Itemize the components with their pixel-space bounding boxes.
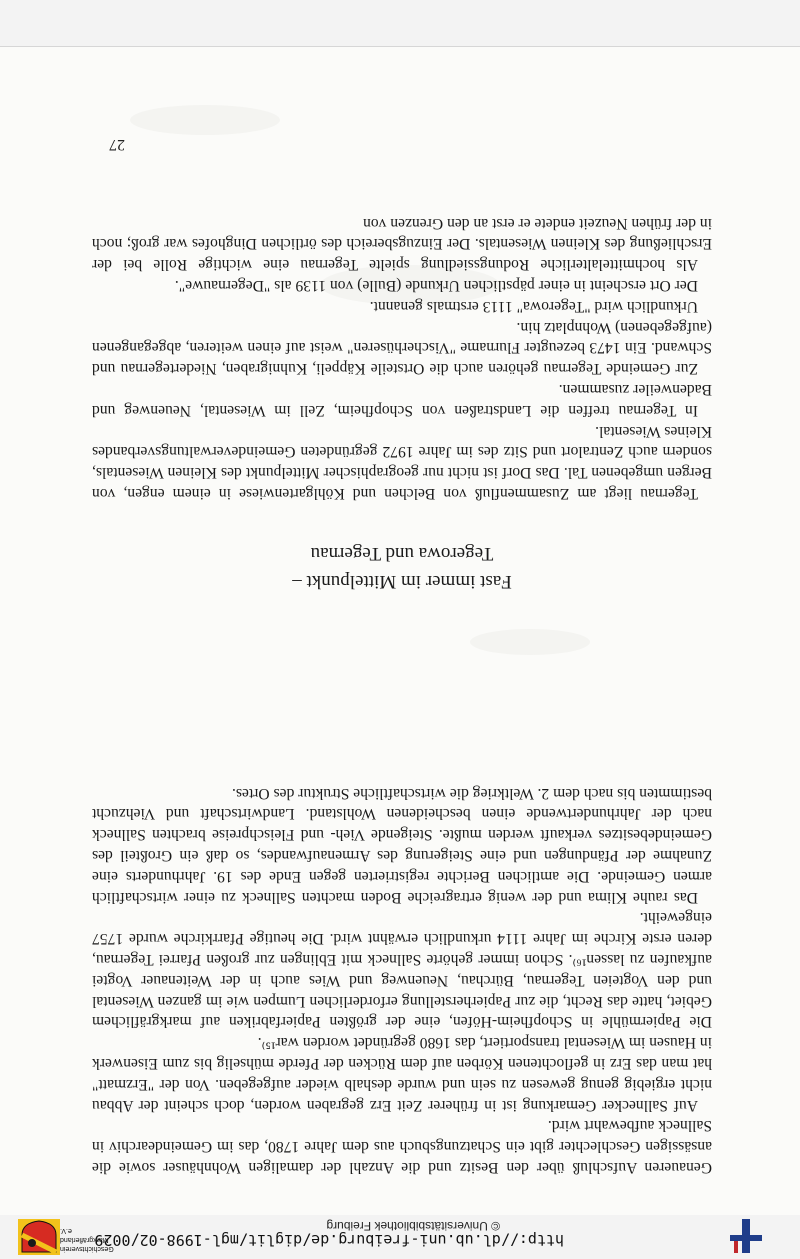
paragraph: In Tegernau treffen die Landstraßen von Schopfheim, Zell im Wiesental, Neuenweg und Badenweiler zusammen. [92, 381, 712, 419]
chapter-heading [92, 539, 712, 595]
page-number: 27 [109, 136, 125, 153]
text-block-lower [92, 212, 712, 503]
paragraph: Tegernau liegt am Zusammenfluß von Belchen und Köhlgartenwiese in einem engen, von Bergen umgebenen Tal. Das Dorf ist nicht nur geographischer Mittelpunkt des Kleinen Wiesentals, sondern auch Zentralort und Sitz des im Jahre 1972 gegründeten Gemeindeverwaltungsverbandes Kleines Wiesental. [92, 422, 712, 502]
paragraph: Zur Gemeinde Tegernau gehören auch die Ortsteile Käppeli, Kuhnigraben, Niedertegernau und Schwand. Ein 1473 bezeugter Flurname "Vischerhüseren" weist auf einen weiteren, abgegangenen (aufgegebenen) Wohnplatz hin. [92, 318, 712, 378]
crest-label: Geschichtsverein Markgräflerland e.V. [60, 1227, 114, 1252]
copyright-notice: © Universitätsbibliothek Freiburg [326, 1219, 500, 1233]
text-block-upper [92, 782, 712, 1177]
heading-line-1: Fast immer im Mittelpunkt – [292, 571, 512, 592]
paragraph: Die Papiermühle in Schopfheim-Höfen, eine der größten Papierfabriken auf markgräflichem Gebiet, hatte das Recht, die zur Papierherstellung erforderlichen Lumpen wie im ganzen Wiesental und den Vogteien Tegernau, Bürchau, Neuenweg und Wies auch in der Weitenauer Vogtei aufkaufen zu lassen¹⁶⁾. Schon immer gehörte Sallneck mit Eblingen zur großen Pfarrei Tegernau, deren erste Kirche im Jahre 1114 urkundlich erwähnt wird. Die heutige Pfarrkirche wurde 1757 eingeweiht. [92, 909, 712, 1031]
paragraph: Auf Sallnecker Gemarkung ist in früherer Zeit Erz gegraben worden, doch scheint der Abbau nicht ergiebig genug gewesen zu sein und wurde deshalb wieder aufgegeben. Von der "Erzmatt" hat man das Erz in geflochtenen Körben auf dem Rücken der Pferde mühselig bis zum Eisenwerk in Hausen im Wiesental transportiert, das 1680 gegründet worden war¹⁵⁾. [92, 1034, 712, 1114]
viewer-header [0, 1214, 800, 1259]
paragraph: Urkundlich wird "Tegerowa" 1113 erstmals genannt. [369, 297, 698, 315]
scanned-page [0, 47, 800, 1215]
paragraph: Der Ort erscheint in einer päpstlichen Urkunde (Bulle) von 1139 als "Degernauwe". [174, 277, 698, 295]
viewer-footer [0, 0, 800, 47]
society-crest-icon [18, 1219, 60, 1255]
university-library-logo [722, 1217, 768, 1255]
paragraph: Das rauhe Klima und der wenig ertragreiche Boden machten Sallneck zu einer wirtschaftlich armen Gemeinde. Die amtlichen Berichte registrierten gegen Ende des 19. Jahrhunderts eine Zunahme der Pfändungen und eine Steigerung des Armenaufwandes, so daß ein Großteil des Gemeindebesitzes verkauft werden mußte. Steigende Vieh- und Fleischpreise brachten Sallneck nach der Jahrhundertwende einen bescheidenen Wohlstand. Landwirtschaft und Viehzucht bestimmten bis nach dem 2. Weltkrieg die wirtschaftliche Struktur des Ortes. [92, 784, 712, 906]
paragraph: Genaueren Aufschluß über den Besitz und die Anzahl der damaligen Wohnhäuser sowie die ansässigen Geschlechter gibt ein Schatzungsbuch aus dem Jahre 1780, das im Gemeindearchiv in Sallneck aufbewahrt wird. [92, 1117, 712, 1176]
paragraph: Als hochmittelalterliche Rodungssiedlung spielte Tegernau eine wichtige Rolle bei der Erschließung des Kleinen Wiesentals. Der Einzugsbereich des örtlichen Dinghofes war groß; noch in der frühen Neuzeit endete er erst an den Grenzen von [92, 214, 712, 274]
document-url[interactable]: http://dl.ub.uni-freiburg.de/diglit/mgl-1998-02/0029 [94, 1231, 564, 1249]
heading-line-2: Tegerowa und Tegernau [310, 543, 494, 564]
